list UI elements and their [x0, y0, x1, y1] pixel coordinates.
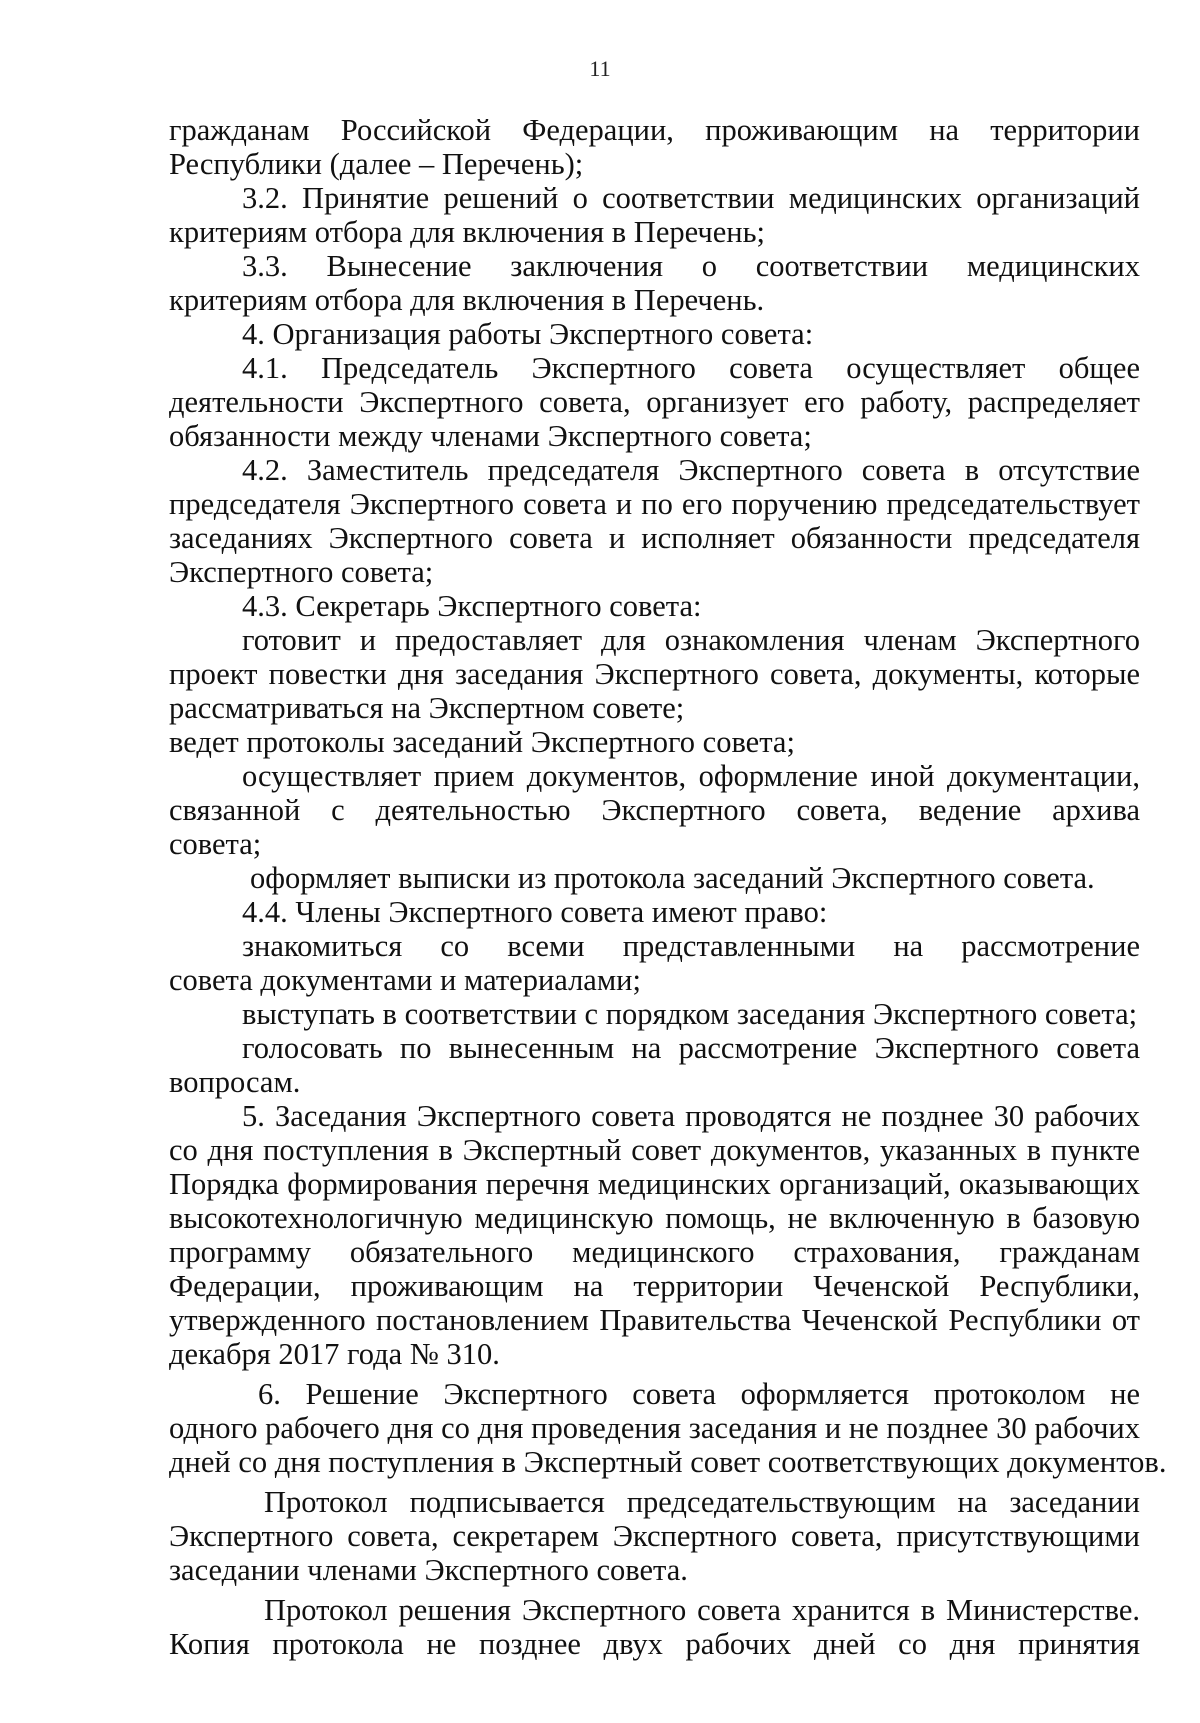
- text-line: связанной с деятельностью Экспертного совета, ведение архива: [169, 793, 1140, 827]
- text-line: 3.3. Вынесение заключения о соответствии медицинских: [242, 249, 1140, 283]
- text-line: 6. Решение Экспертного совета оформляется протоколом не: [258, 1377, 1140, 1411]
- text-line: 5. Заседания Экспертного совета проводятся не позднее 30 рабочих: [242, 1099, 1140, 1133]
- text-line: оформляет выписки из протокола заседаний Экспертного совета.: [250, 861, 1095, 895]
- text-line: 4.3. Секретарь Экспертного совета:: [242, 589, 702, 623]
- text-line: 4.2. Заместитель председателя Экспертного совета в отсутствие: [242, 453, 1140, 487]
- text-line: 4.1. Председатель Экспертного совета осуществляет общее: [242, 351, 1140, 385]
- page-number: 11: [589, 56, 611, 81]
- text-line: председателя Экспертного совета и по его поручению председательствует: [169, 487, 1140, 521]
- text-line: совета документами и материалами;: [169, 963, 641, 997]
- text-line: рассматриваться на Экспертном совете;: [169, 691, 685, 725]
- text-line: Порядка формирования перечня медицинских организаций, оказывающих: [169, 1167, 1140, 1201]
- text-line: выступать в соответствии с порядком заседания Экспертного совета;: [242, 997, 1138, 1031]
- text-line: вопросам.: [169, 1065, 301, 1099]
- text-line: Федерации, проживающим на территории Чеченской Республики,: [169, 1269, 1140, 1303]
- text-line: 3.2. Принятие решений о соответствии медицинских организаций: [242, 181, 1140, 215]
- text-line: совета;: [169, 827, 262, 861]
- text-line: обязанности между членами Экспертного совета;: [169, 419, 812, 453]
- text-line: заседании членами Экспертного совета.: [169, 1553, 688, 1587]
- text-line: деятельности Экспертного совета, организует его работу, распределяет: [169, 385, 1140, 419]
- text-line: 4. Организация работы Экспертного совета:: [242, 317, 814, 351]
- text-line: Протокол подписывается председательствующим на заседании: [264, 1485, 1140, 1519]
- text-line: Протокол решения Экспертного совета хранится в Министерстве.: [264, 1593, 1140, 1627]
- text-line: Экспертного совета, секретарем Экспертного совета, присутствующими: [169, 1519, 1140, 1553]
- text-line: одного рабочего дня со дня проведения заседания и не позднее 30 рабочих: [169, 1411, 1140, 1445]
- text-line: декабря 2017 года № 310.: [169, 1337, 500, 1371]
- text-line: готовит и предоставляет для ознакомления членам Экспертного: [242, 623, 1140, 657]
- text-line: Копия протокола не позднее двух рабочих дней со дня принятия: [169, 1627, 1140, 1661]
- text-line: Экспертного совета;: [169, 555, 434, 589]
- text-line: гражданам Российской Федерации, проживающим на территории: [169, 113, 1140, 147]
- text-line: критериям отбора для включения в Перечень;: [169, 215, 765, 249]
- text-line: ведет протоколы заседаний Экспертного совета;: [169, 725, 795, 759]
- text-line: дней со дня поступления в Экспертный совет соответствующих документов.: [169, 1445, 1167, 1479]
- text-line: Республики (далее – Перечень);: [169, 147, 584, 181]
- text-line: программу обязательного медицинского страхования, гражданам: [169, 1235, 1140, 1269]
- text-line: осуществляет прием документов, оформление иной документации,: [242, 759, 1140, 793]
- text-line: критериям отбора для включения в Перечень.: [169, 283, 765, 317]
- text-line: высокотехнологичную медицинскую помощь, не включенную в базовую: [169, 1201, 1140, 1235]
- text-line: 4.4. Члены Экспертного совета имеют право:: [242, 895, 828, 929]
- text-line: знакомиться со всеми представленными на рассмотрение: [242, 929, 1140, 963]
- text-line: утвержденного постановлением Правительства Чеченской Республики от: [169, 1303, 1140, 1337]
- text-line: голосовать по вынесенным на рассмотрение Экспертного совета: [242, 1031, 1140, 1065]
- text-line: заседаниях Экспертного совета и исполняет обязанности председателя: [169, 521, 1140, 555]
- text-line: проект повестки дня заседания Экспертного совета, документы, которые: [169, 657, 1140, 691]
- text-line: со дня поступления в Экспертный совет документов, указанных в пункте: [169, 1133, 1140, 1167]
